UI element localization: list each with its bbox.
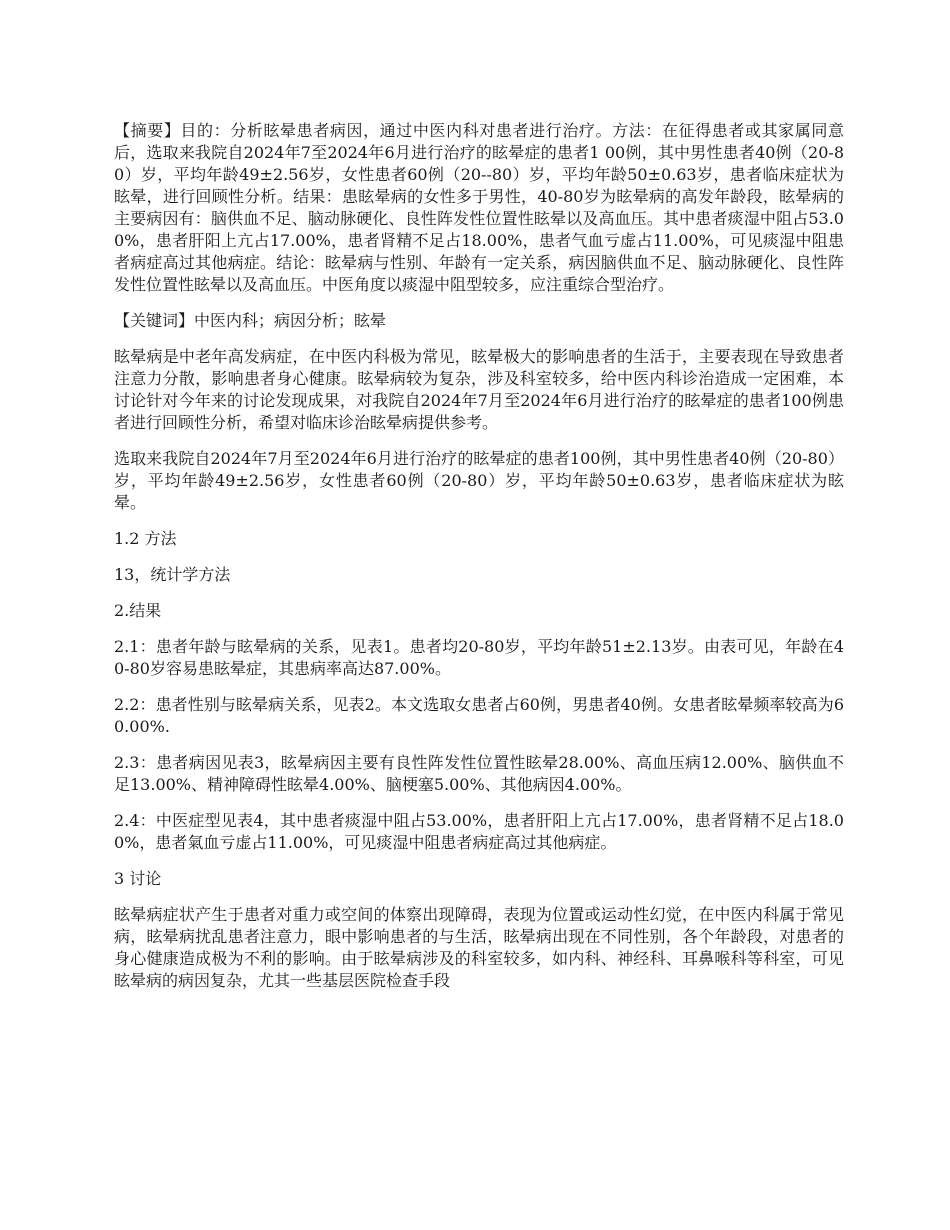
discussion-paragraph: 眩晕病症状产生于患者对重力或空间的体察出现障碍，表现为位置或运动性幻觉，在中医内科属于常见病，眩晕病扰乱患者注意力，眼中影响患者的与生活，眩晕病出现在不同性别，各个年龄段，对患者的身心健康造成极为不利的影响。由于眩晕病涉及的科室较多，如内科、神经科、耳鼻喉科等科室，可见眩晕病的病因复杂，尤其一些基层医院检查手段 [114, 905, 844, 990]
introduction-paragraph: 眩晕病是中老年高发病症，在中医内科极为常见，眩晕极大的影响患者的生活于，主要表现在导致患者注意力分散，影响患者身心健康。眩晕病较为复杂，涉及科室较多，给中医内科诊治造成一定困难，本讨论针对今年来的讨论发现成果，对我院自2024年7月至2024年6月进行治疗的眩晕症的患者100例患者进行回顾性分析，希望对临床诊治眩晕病提供参考。 [114, 347, 844, 432]
result-paragraph-2-2: 2.2：患者性别与眩晕病关系，见表2。本文选取女患者占60例，男患者40例。女患者眩晕频率较高为60.00%. [114, 695, 844, 736]
section-heading-discussion: 3 讨论 [114, 869, 162, 888]
document-page [114, 120, 844, 1006]
subjects-paragraph: 选取来我院自2024年7月至2024年6月进行治疗的眩晕症的患者100例，其中男性患者40例（20-80）岁，平均年龄49±2.56岁，女性患者60例（20-80）岁，平均年龄50±0.63岁，患者临床症状为眩晕。 [114, 449, 844, 512]
result-paragraph-2-3: 2.3：患者病因见表3，眩晕病因主要有良性阵发性位置性眩晕28.00%、高血压病12.00%、脑供血不足13.00%、精神障碍性眩晕4.00%、脑梗塞5.00%、其他病因4.00%。 [114, 753, 844, 794]
section-heading-methods: 1.2 方法 [114, 529, 177, 548]
abstract-paragraph: 【摘要】目的：分析眩晕患者病因，通过中医内科对患者进行治疗。方法：在征得患者或其家属同意后，选取来我院自2024年7至2024年6月进行治疗的眩晕症的患者1 00例，其中男性患者40例（20-80）岁，平均年龄49±2.56岁，女性患者60例（20--80）岁，平均年龄50±0.63岁，患者临床症状为眩晕，进行回顾性分析。结果：患眩晕病的女性多于男性，40-80岁为眩晕病的高发年龄段，眩晕病的主要病因有：脑供血不足、脑动脉硬化、良性阵发性位置性眩晕以及高血压。其中患者痰湿中阻占53.00%，患者肝阳上亢占17.00%，患者肾精不足占18.00%，患者气血亏虚占11.00%，可见痰湿中阻患者病症高过其他病症。结论：眩晕病与性别、年龄有一定关系，病因脑供血不足、脑动脉硬化、良性阵发性位置性眩晕以及高血压。中医角度以痰湿中阻型较多，应注重综合型治疗。 [114, 121, 844, 294]
result-paragraph-2-1: 2.1：患者年龄与眩晕病的关系，见表1。患者均20-80岁，平均年龄51±2.13岁。由表可见，年龄在40-80岁容易患眩晕症，其患病率高达87.00%。 [114, 637, 844, 678]
section-heading-statistics: 13，统计学方法 [114, 565, 231, 584]
result-paragraph-2-4: 2.4：中医症型见表4，其中患者痰湿中阻占53.00%，患者肝阳上亢占17.00%，患者肾精不足占18.00%，患者氣血亏虚占11.00%，可见痰湿中阻患者病症高过其他病症。 [114, 811, 844, 852]
section-heading-results: 2.结果 [114, 601, 162, 620]
keywords-paragraph: 【关键词】中医内科；病因分析；眩晕 [114, 311, 387, 330]
